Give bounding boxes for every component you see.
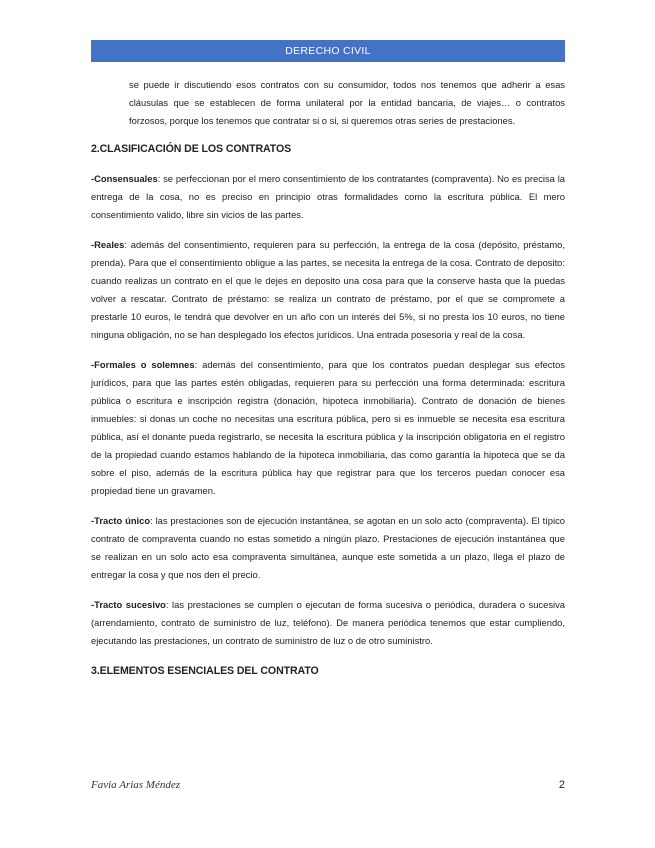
term-label: -Formales o solemnes (91, 359, 195, 370)
page-number: 2 (558, 779, 565, 791)
section-3-heading: 3.ELEMENTOS ESENCIALES DEL CONTRATO (91, 665, 319, 677)
classification-consensuales (91, 170, 565, 224)
page-body (91, 76, 565, 692)
header-title: DERECHO CIVIL (285, 45, 371, 57)
classification-formales (91, 356, 565, 500)
footer-author: Favia Arias Méndez (91, 779, 181, 791)
term-label: -Reales (91, 239, 125, 250)
classification-reales (91, 236, 565, 344)
term-description: : además del consentimiento, requieren para su perfección, la entrega de la cosa (depósito, préstamo, prenda). Para que el consentimiento obligue a las partes, se necesita la entrega de la cosa. Contrato de deposito: cuando realizas un contrato en el que le dejes en deposito una cosa para que la conserve hasta que la puedas volver a rescatar. Contrato de préstamo: se realiza un contrato de préstamo, por el que se compromete a prestarle 10 euros, le tendrá que devolver en un año con un interés del 5%, si no presta los 10 euros, no tiene ninguna obligación, no se han desplegado los efectos jurídicos. Una entrada posesoria y real de la cosa. (91, 239, 565, 340)
page-header (91, 40, 565, 62)
section-2-heading: 2.CLASIFICACIÓN DE LOS CONTRATOS (91, 143, 292, 155)
term-description: : se perfeccionan por el mero consentimiento de los contratantes (compraventa). No es precisa la entrega de la cosa, no es preciso en principio otras formalidades como la escritura pública. El mero consentimiento valido, libre sin vicios de las partes. (91, 173, 565, 220)
classification-tracto-sucesivo (91, 596, 565, 650)
term-description: : además del consentimiento, para que los contratos puedan desplegar sus efectos jurídicos, para que las partes estén obligadas, requieren para su perfección una forma determinada: escritura pública o escritura e inscripción registra (donación, hipoteca inmobiliaria). Contrato de donación de bienes inmuebles: si donas un coche no necesitas una escritura pública, pero si es inmueble se necesita esa escritura pública, así el donante pueda registrarlo, se necesita la escritura pública y la inscripción obligatoria en el registro de la propiedad cuando estamos hablando de la hipoteca inmobiliaria, das como garantía la hipoteca que se da sobre el piso, además de la escritura pública hay que registrar para que los terceros puedan conocer esa propiedad tiene un gravamen. (91, 359, 565, 496)
term-label: -Consensuales (91, 173, 158, 184)
term-description: : las prestaciones son de ejecución instantánea, se agotan en un solo acto (compraventa). El típico contrato de compraventa cuando no estas sometido a ningún plazo. Prestaciones de ejecución instantánea que se realizan en un solo acto esa compraventa simultánea, aunque este sometida a un plazo, llega el plazo de entregar la cosa y que nos den el precio. (91, 515, 566, 580)
term-description: : las prestaciones se cumplen o ejecutan de forma sucesiva o periódica, duradera o sucesiva (arrendamiento, contrato de suministro de luz, teléfono). De manera periódica tenemos que estar cumpliendo, ejecutando las prestaciones, un contrato de suministro de luz o de otro suministro. (91, 599, 565, 646)
term-label: -Tracto único (91, 515, 151, 526)
term-label: -Tracto sucesivo (91, 599, 166, 610)
classification-tracto-unico (91, 512, 565, 584)
intro-paragraph: se puede ir discutiendo esos contratos con su consumidor, todos nos tenemos que adherir a esas cláusulas que se establecen de forma unilateral por la entidad bancaria, de viajes… o contratos forzosos, porque los tenemos que contratar si o si, si queremos otras series de prestaciones. (129, 79, 565, 126)
